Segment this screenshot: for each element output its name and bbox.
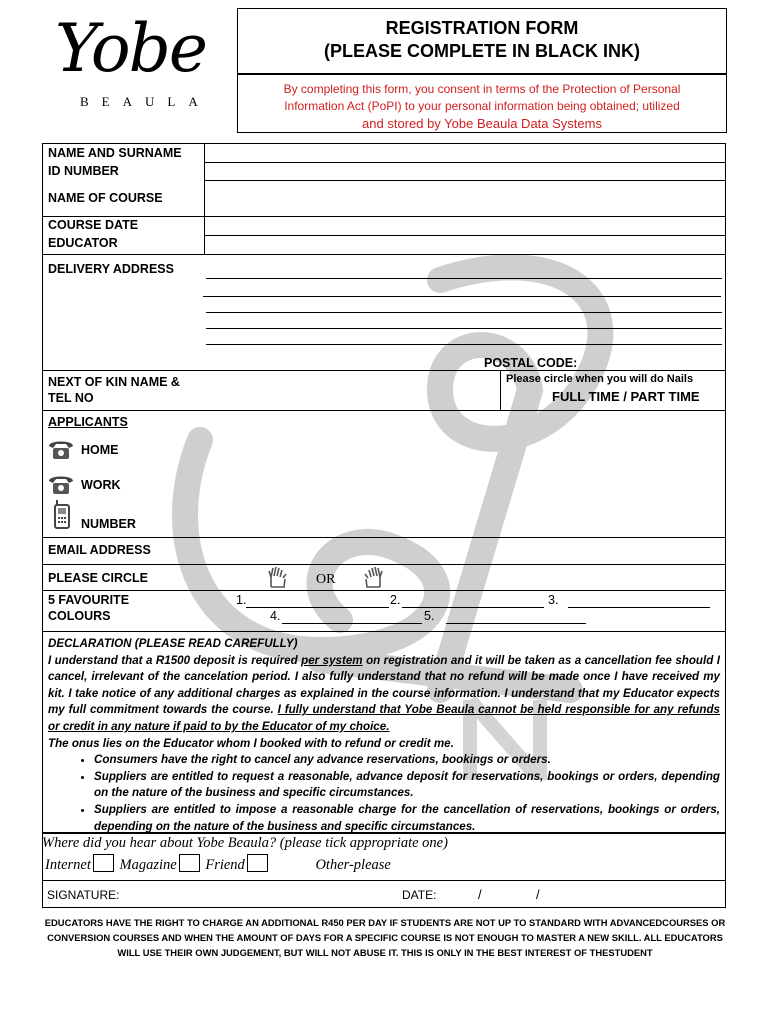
kin-label-1: NEXT OF KIN NAME & <box>48 375 180 389</box>
divider <box>42 537 726 538</box>
source-question: Where did you hear about Yobe Beaula? (please tick appropriate one) <box>42 835 448 851</box>
please-circle-label: PLEASE CIRCLE <box>48 571 149 585</box>
delivery-line-3[interactable] <box>206 298 722 313</box>
footer-line-2: CONVERSION COURSES AND WHEN THE AMOUNT OF DAYS FOR A SPECIFIC COURSE IS NOT ENOUGH TO MASTER A NEW SKILL. ALL EDUCATORS <box>47 932 723 943</box>
colour-4-label: 4. <box>270 609 281 623</box>
declaration-text: I understand that a R1500 deposit is required <box>48 653 302 667</box>
colour-2-field[interactable] <box>402 592 544 608</box>
footer-line-3: WILL USE THEIR OWN JUDGEMENT, BUT WILL NOT ABUSE IT. THIS IS ONLY IN THE BEST INTEREST OF THESTUDENT <box>117 947 653 958</box>
kin-field[interactable] <box>205 372 499 408</box>
or-text: OR <box>316 572 336 587</box>
divider <box>42 631 726 632</box>
consent-line-3: and stored by Yobe Beaula Data Systems <box>362 116 602 131</box>
date-separator-2: / <box>536 887 540 902</box>
declaration-bullets <box>48 752 720 835</box>
course-date-label: COURSE DATE <box>48 218 139 232</box>
divider <box>42 370 726 371</box>
declaration-paragraph <box>48 653 720 736</box>
colour-5-label: 5. <box>424 609 435 623</box>
date-field[interactable] <box>445 884 645 904</box>
home-phone-field[interactable] <box>130 440 720 460</box>
colour-4-field[interactable] <box>282 608 422 624</box>
mobile-phone-icon <box>53 499 71 529</box>
id-label: ID NUMBER <box>48 164 119 178</box>
date-separator-1: / <box>478 887 482 902</box>
consent-line-1: By completing this form, you consent in terms of the Protection of Personal <box>283 82 681 96</box>
colour-3-label: 3. <box>548 593 559 607</box>
source-friend-checkbox[interactable] <box>247 854 268 872</box>
course-date-field[interactable] <box>205 217 725 234</box>
mobile-number-field[interactable] <box>140 512 720 534</box>
declaration-bullet: • Suppliers are entitled to impose a reasonable charge for the cancellation of reservations, bookings or orders, depending on the nature of the business and specific circumstances. <box>94 802 720 835</box>
source-other-label: Other-please <box>315 857 391 873</box>
educator-label: EDUCATOR <box>48 236 118 250</box>
course-field[interactable] <box>205 181 725 215</box>
declaration-emphasis: I fully understand that Yobe Beaula cannot be held responsible for any refunds or credit in any nature if paid to by the Educator of my choice. <box>48 703 720 733</box>
divider <box>725 833 726 880</box>
nails-note: Please circle when you will do Nails <box>506 373 694 385</box>
work-label: WORK <box>81 478 121 492</box>
declaration-heading: DECLARATION (PLEASE READ CAREFULLY) <box>48 637 298 650</box>
name-label: NAME AND SURNAME <box>48 146 182 160</box>
favourite-colours-label-2: COLOURS <box>48 609 111 623</box>
kin-label-2: TEL NO <box>48 391 94 405</box>
source-magazine-checkbox[interactable] <box>179 854 200 872</box>
right-hand-icon[interactable] <box>265 565 291 589</box>
consent-line-2: Information Act (PoPI) to your personal information being obtained; utilized <box>284 99 680 113</box>
title-box <box>237 8 727 75</box>
applicants-heading: APPLICANTS <box>48 415 128 429</box>
declaration-text: on registration and it will be taken as a cancellation fee should I cancel, irrelevant of the cancelation period. I also fully understand that no refund will be made once I have received my kit. I take notice of any additional charges as explained in the course information. I understand that my Educator expects my full commitment towards the course. <box>48 653 720 717</box>
logo-wordmark: Yobe <box>55 10 206 87</box>
colour-3-field[interactable] <box>568 592 710 608</box>
colour-1-label: 1. <box>236 593 247 607</box>
footer-line-1: EDUCATORS HAVE THE RIGHT TO CHARGE AN ADDITIONAL R450 PER DAY IF STUDENTS ARE NOT UP TO STANDARD WITH ADVANCEDCOURSES OR <box>44 917 726 928</box>
email-label: EMAIL ADDRESS <box>48 543 151 557</box>
declaration <box>48 636 720 835</box>
declaration-emphasis: per system <box>301 653 363 667</box>
source-options <box>45 854 391 874</box>
home-label: HOME <box>81 443 119 457</box>
email-field[interactable] <box>205 539 723 562</box>
divider <box>500 370 501 410</box>
source-friend-label: Friend <box>205 857 245 873</box>
name-field[interactable] <box>205 144 725 161</box>
consent-notice <box>237 73 727 133</box>
colour-1-field[interactable] <box>246 592 389 608</box>
declaration-bullet: • Consumers have the right to cancel any advance reservations, bookings or orders. <box>94 752 720 769</box>
divider <box>42 410 726 411</box>
colour-2-label: 2. <box>390 593 401 607</box>
number-label: NUMBER <box>81 517 136 531</box>
signature-field[interactable] <box>130 884 390 904</box>
work-phone-field[interactable] <box>130 475 720 495</box>
source-internet-label: Internet <box>45 857 91 873</box>
footer-notice <box>20 915 750 960</box>
left-hand-icon[interactable] <box>360 565 386 589</box>
source-magazine-label: Magazine <box>119 857 177 873</box>
home-phone-icon <box>47 437 75 461</box>
logo-subtext: BEAULA <box>80 94 211 109</box>
delivery-line-4[interactable] <box>206 314 722 329</box>
delivery-line-1[interactable] <box>206 264 722 279</box>
signature-label: SIGNATURE: <box>47 888 120 902</box>
form-title: REGISTRATION FORM <box>385 18 579 38</box>
colour-5-field[interactable] <box>446 608 586 624</box>
source-internet-checkbox[interactable] <box>93 854 114 872</box>
id-field[interactable] <box>205 163 725 179</box>
postal-code-label: POSTAL CODE: <box>484 356 578 370</box>
delivery-label: DELIVERY ADDRESS <box>48 262 174 276</box>
course-label: NAME OF COURSE <box>48 191 163 205</box>
work-phone-icon <box>47 472 75 496</box>
delivery-line-2[interactable] <box>203 282 721 297</box>
declaration-bullet: • Suppliers are entitled to request a reasonable, advance deposit for reservations, bookings or orders, depending on the nature of the business and specific circumstances. <box>94 769 720 802</box>
date-label: DATE: <box>402 888 437 902</box>
educator-field[interactable] <box>205 236 725 253</box>
declaration-onus: The onus lies on the Educator whom I booked with to refund or credit me. <box>48 736 454 750</box>
form-subtitle: (PLEASE COMPLETE IN BLACK INK) <box>323 41 640 61</box>
divider <box>42 590 726 591</box>
divider <box>42 254 726 255</box>
favourite-colours-label-1: 5 FAVOURITE <box>48 593 130 607</box>
delivery-line-5[interactable] <box>206 330 722 345</box>
time-options[interactable]: FULL TIME / PART TIME <box>552 389 700 404</box>
